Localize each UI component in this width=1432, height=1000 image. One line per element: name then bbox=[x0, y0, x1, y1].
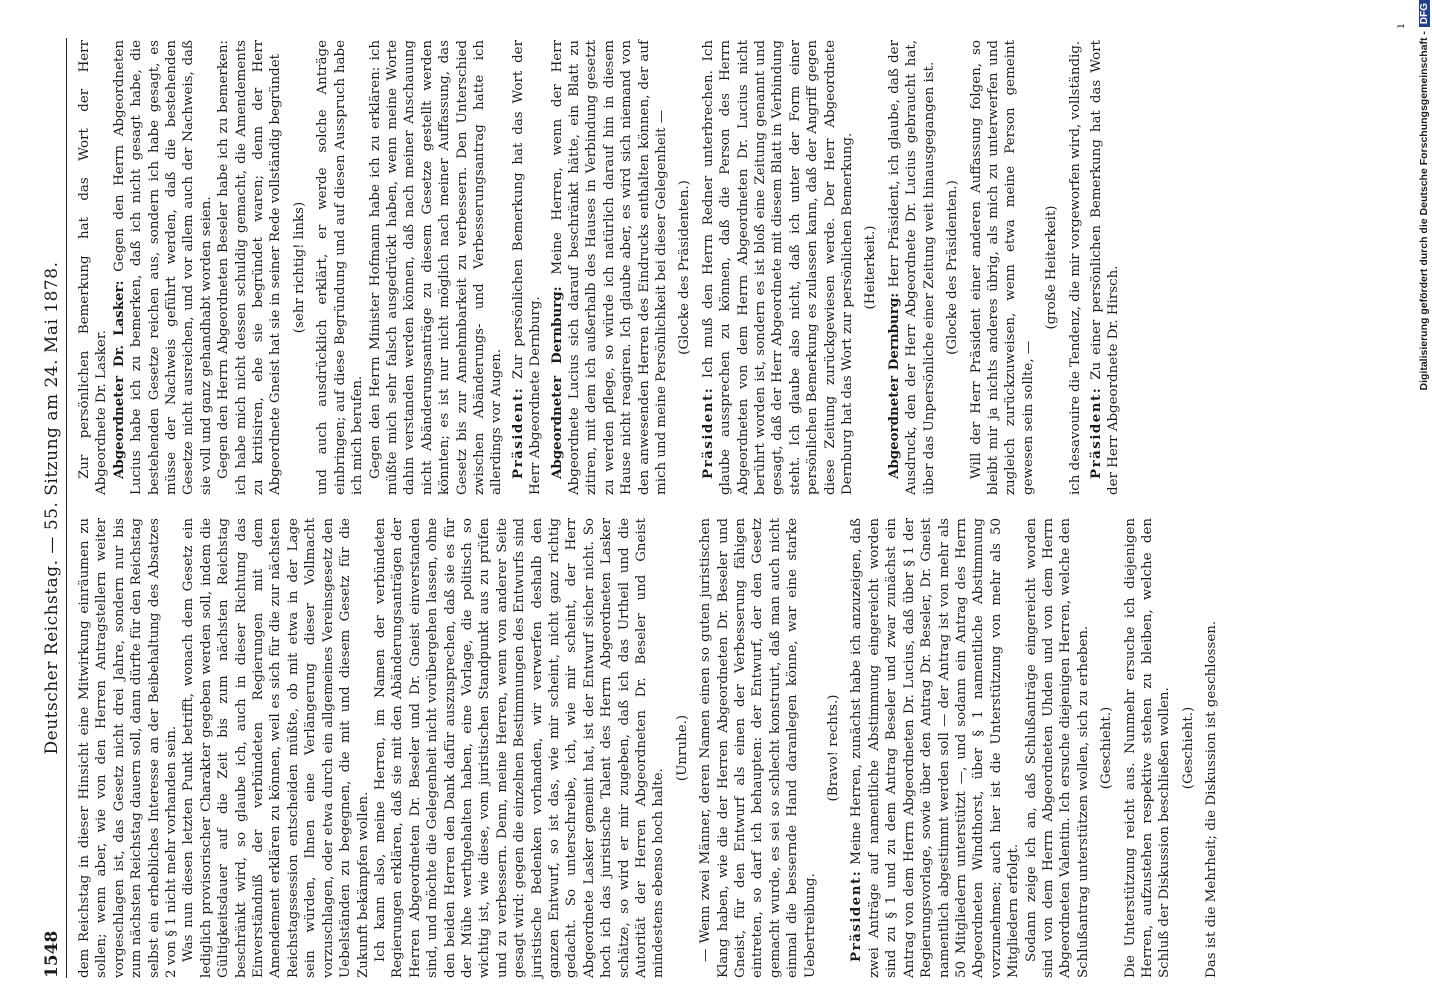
paragraph: Sodann zeige ich an, daß Schlußanträge eingereicht worden sind von dem Herrn Abgeordneten Uhden und von dem Herrn Abgeordneten Valentin. Ich ersuche diejenigen Herren, welche den Schlußantrag unterstützen wollen, sich zu erheben. bbox=[1023, 518, 1091, 978]
speaker-label: Präsident: bbox=[509, 386, 526, 479]
interjection: (Glocke des Präsidenten.) bbox=[945, 180, 961, 355]
paragraph: Was nun diesen letzten Punkt betrifft, wonach dem Gesetz ein lediglich provisorischer Charakter gegeben werden soll, indem die Gültigkeitsdauer auf die Zeit bis zum nächsten Reichstag beschränkt wird, so glaube ich, auch in dieser Richtung das Einverständniß der verbündeten Regierungen mit dem Amendement erklären zu können, weil es sich für die zur nächsten Reichstagssession entscheiden müßte, ob mit etwa in der Lage sein würden, Ihnen eine Verlängerung dieser Vollmacht vorzuschlagen, oder etwa durch ein allgemeines Vereinsgesetz den Uebelständen zu begegnen, die mit und diesem Gesetz für die Zukunft bekämpfen wollen. bbox=[181, 518, 371, 978]
interjection: (Geschieht.) bbox=[1099, 706, 1115, 790]
interjection: (Unruhe.) bbox=[674, 714, 690, 782]
paragraph: Das ist die Mehrheit; die Diskussion ist geschlossen. bbox=[1204, 620, 1220, 978]
page-header bbox=[40, 38, 67, 978]
corner-mark: ı bbox=[1393, 24, 1407, 28]
paragraph bbox=[1088, 40, 1123, 495]
interjection: (Heiterkeit.) bbox=[863, 225, 879, 310]
right-column bbox=[76, 40, 1123, 495]
paragraph: Will der Herr Präsident einer anderen Auffassung folgen, so bleibt mir ja nichts anderes übrig, als mich zu unterwerfen und zugleich zurückzuweisen, wenn etwa meine Person gemeint gewesen sein sollte, — bbox=[968, 40, 1036, 495]
paragraph: Ich kann also, meine Herren, im Namen der verbündeten Regierungen erklären, daß sie mit den Abänderungsanträgen der Herren Abgeordneten Dr. Beseler und Dr. Gneist einverstanden sind, und möchte die Gelegenheit nicht vorübergehen lassen, ohne den beiden Herren den Dank dafür auszusprechen, daß sie es für der Mühe werthgehalten haben, eine Vorlage, die politisch so wichtig ist, wie diese, vom juristischen Standpunkt aus zu prüfen und zu verbessern. Denn, meine Herren, wenn von anderer Seite gesagt wird: gegen die einzelnen Bestimmungen des Entwurfs sind juristische Bedenken vorhanden, wir verwerfen deshalb den ganzen Entwurf, so ist das, wie mir scheint, nicht ganz richtig gedacht. So unterschreibe, ich, wie mir scheint, der Herr Abgeordnete Lasker gemeint hat, ist der Entwurf sicher nicht. So hoch ich das juristische Talent des Herrn Abgeordneten Lasker schätze, so wird er mir zugeben, daß ich das Urtheil und die Autorität der Herren Abgeordneten Dr. Beseler und Gneist mindestens ebenso hoch halte. bbox=[372, 518, 667, 978]
paragraph: Die Unterstützung reicht aus. Nunmehr ersuche ich diejenigen Herren, aufzustehen respektive stehen zu bleiben, welche den Schluß der Diskussion beschließen wollen. bbox=[1122, 518, 1173, 978]
interjection: (sehr richtig! links) bbox=[291, 201, 307, 334]
speech-text: Gegen den Herrn Abgeordneten Lucius habe ich zu bemerken, daß ich nicht gesagt habe, die bestehenden Gesetze reichen aus, sondern ich habe gesagt, es müsse der Nachweis geführt werden, daß die bestehenden Gesetze nicht ausreichen, und vor allem auch der Nachweis, daß sie voll und ganz gehandhabt worden seien. bbox=[111, 40, 214, 495]
paragraph: Gegen den Herrn Abgeordneten Beseler habe ich zu bemerken: ich habe mich nicht dessen schuldig gemacht, die Amendements zu kritisiren, ehe sie begründet waren; denn der Herr Abgeordnete Gneist hat sie in seiner Rede vollständig begründet bbox=[216, 40, 284, 495]
speaker-label: Präsident: bbox=[848, 869, 865, 962]
speech-text: Zur persönlichen Bemerkung hat das Wort der Herr Abgeordnete Dernburg. bbox=[510, 39, 544, 495]
speaker-label: Abgeordneter Dernburg: bbox=[885, 292, 902, 479]
paragraph bbox=[549, 40, 671, 495]
dfg-logo: DFG bbox=[1419, 0, 1430, 27]
paragraph bbox=[700, 40, 857, 495]
paragraph: dem Reichstag in dieser Hinsicht eine Mitwirkung einräumen zu sollen; wenn aber, wie von den Herren Antragstellern weiter vorgeschlagen ist, das Gesetz nicht drei Jahre, sondern nur bis zum nächsten Reichstag dauern soll, dann dürfte für den Reichstag selbst ein erhebliches Interesse an der Beibehaltung des Absatzes 2 von § 1 nicht mehr vorhanden sein. bbox=[77, 518, 180, 978]
paragraph: Gegen den Herrn Minister Hofmann habe ich zu erklären: ich müßte mich sehr falsch ausgedrückt haben, wenn meine Worte dahin verstanden werden können, daß nach meiner Anschauung nicht Abänderungsanträge zu diesem Gesetze gestellt werden könnten; es ist nur nicht möglich nach meiner Auffassung, das Gesetz bis zur Annehmbarkeit zu verbessern. Den Unterschied zwischen Abänderungs- und Verbesserungsantrag hatte ich allerdings vor Augen. bbox=[367, 40, 505, 495]
left-column bbox=[76, 518, 1221, 978]
paragraph bbox=[848, 518, 1022, 978]
title-right: 55. Sitzung am 24. Mai 1878. bbox=[42, 261, 62, 531]
paragraph bbox=[111, 40, 215, 495]
speech-text: Herr Präsident, ich glaube, daß der Ausdruck, den der Herr Abgeordnete Dr. Lucius gebraucht hat, über das Unpersönliche einer Zeitung weit hinausgegangen ist. bbox=[886, 40, 937, 495]
interjection: (große Heiterkeit) bbox=[1044, 205, 1060, 330]
interjection: (Bravo! rechts.) bbox=[826, 694, 842, 802]
paragraph bbox=[886, 40, 938, 495]
paragraph: und auch ausdrücklich erklärt, er werde solche Anträge einbringen; auf diese Begründung und auf diesen Ausspruch habe ich mich berufen. bbox=[315, 40, 366, 495]
credit-text: Digitalisierung gefördert durch die Deutsche Forschungsgemeinschaft - bbox=[1418, 31, 1430, 391]
title-dash: — bbox=[42, 536, 62, 554]
interjection: (Glocke des Präsidenten.) bbox=[677, 180, 693, 355]
speaker-label: Abgeordneter Dr. Lasker: bbox=[110, 280, 127, 479]
paragraph bbox=[510, 40, 545, 495]
speech-text: Meine Herren, zunächst habe ich anzuzeigen, daß zwei Anträge auf namentliche Abstimmung eingereicht worden sind zu § 1 und zu dem Antrag Beseler und zwar zunächst ein Antrag von dem Herrn Abgeordneten Dr. Lucius, daß über § 1 der Regierungsvorlage, sowie über den Antrag Dr. Beseler, Dr. Gneist namentlich abgestimmt werden soll — der Antrag ist von mehr als 50 Mitgliedern unterstützt —, und sodann ein Antrag des Herrn Abgeordneten Windthorst, über § 1 namentliche Abstimmung vorzunehmen; auch hier ist die Unterstützung von mehr als 50 Mitgliedern erfolgt. bbox=[849, 518, 1022, 978]
title-left: Deutscher Reichstag. bbox=[42, 559, 62, 755]
paragraph: Zur persönlichen Bemerkung hat das Wort der Herr Abgeordnete Dr. Lasker. bbox=[77, 40, 110, 495]
speaker-label: Präsident: bbox=[1087, 386, 1104, 479]
digitization-credit bbox=[1418, 0, 1430, 520]
running-title bbox=[42, 38, 62, 978]
speaker-label: Präsident: bbox=[699, 386, 716, 479]
speech-text: Zu einer persönlichen Bemerkung hat das Wort der Herr Abgeordnete Dr. Hirsch. bbox=[1088, 40, 1122, 495]
speaker-label: Abgeordneter Dernburg: bbox=[548, 286, 565, 479]
interjection: (Geschieht.) bbox=[1180, 706, 1196, 790]
paragraph: — Wenn zwei Männer, deren Namen einen so guten juristischen Klang haben, wie die der Herren Abgeordneten Dr. Beseler und Gneist, für den Entwurf als einen der Verbesserung fähigen eintreten, so darf ich behaupten: der Entwurf, der den Gesetz gemacht wurde, es sei so schlecht konstruirt, daß man auch nicht einmal die bessernde Hand daranlegen könne, war eine starke Uebertreibung. bbox=[698, 518, 818, 978]
paragraph: ich desavouire die Tendenz, die mir vorgeworfen wird, vollständig. bbox=[1067, 40, 1083, 495]
speech-text: Meine Herren, wenn der Herr Abgeordnete Lucius sich darauf beschränkt hätte, ein Blatt zu zitiren, mit dem ich außerhalb des Hauses in Verbindung gesetzt zu werden pflege, so würde ich natürlich darauf hin in diesem Hause nicht reagiren. Ich glaube aber, es wird sich niemand von den anwesenden Herren des Eindrucks enthalten können, der auf mich und meine Persönlichkeit bei dieser Gelegenheit — bbox=[549, 40, 669, 495]
speech-text: Ich muß den Herrn Redner unterbrechen. Ich glaube aussprechen zu können, daß die Person des Herrn Abgeordneten von dem Herrn Abgeordneten Dr. Lucius nicht berührt worden ist, sondern es ist bloß eine Zeitung genannt und gesagt, daß der Herr Abgeordnete mit diesem Blatt in Verbindung steht. Ich glaube also nicht, daß ich unter der Form einer persönlichen Bemerkung es zulassen kann, daß der Angriff gegen diese Zeitung zurückgewiesen werde. Der Herr Abgeordnete Dernburg hat das Wort zur persönlichen Bemerkung. bbox=[700, 40, 856, 495]
page-number: 1548 bbox=[42, 930, 62, 978]
